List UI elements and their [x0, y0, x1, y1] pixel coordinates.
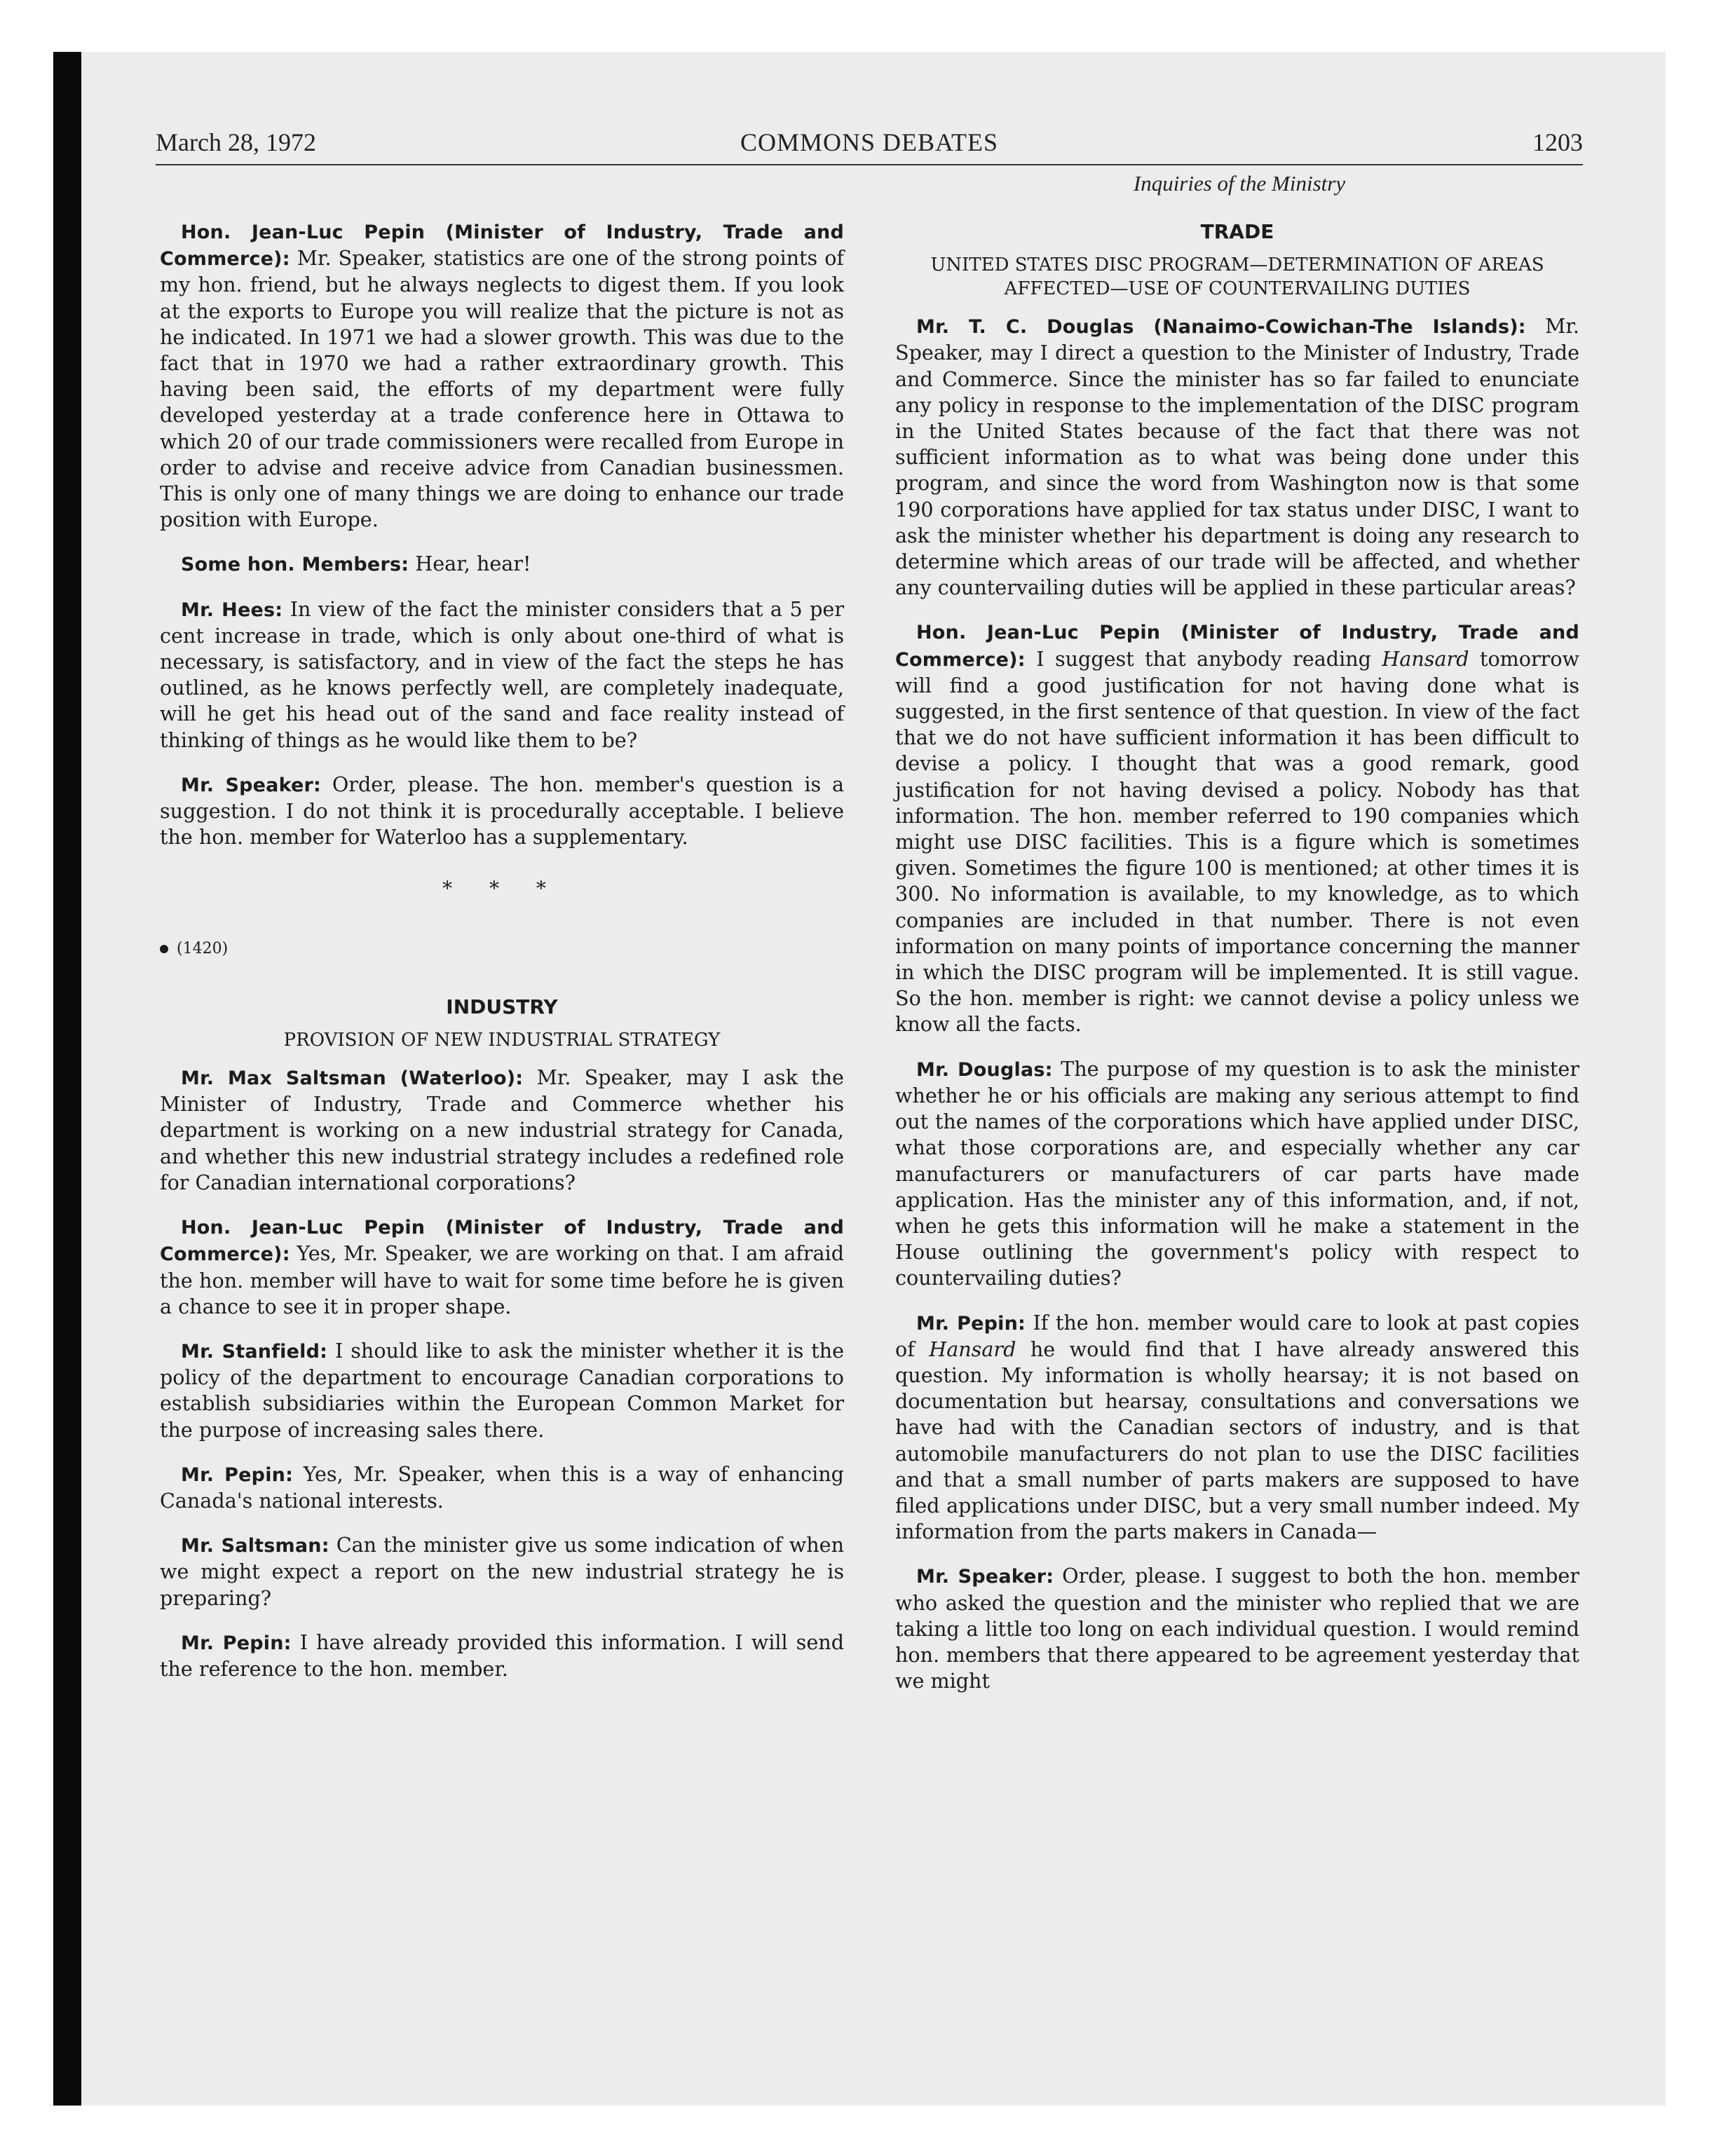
speech-text: Mr. Speaker, may I direct a question to the Minister of Industry, Trade and Commerce. Since the minister has so far failed to enunciate any policy in response to the implementation of the DISC program in the United States because of the fact that there was not sufficient information as to what was being done under this program, and since the word from Washington now is that some 190 corporations have applied for tax status under DISC, I want to ask the minister whether his department is doing any research to determine which areas of our trade will be affected, and whether any countervailing duties will be applied in these particular areas?	[895, 314, 1579, 600]
paragraph	[160, 219, 844, 533]
running-head: Inquiries of the Ministry	[1133, 171, 1346, 196]
section-subtitle: UNITED STATES DISC PROGRAM—DETERMINATION OF AREAS AFFECTED—USE OF COUNTERVAILING DUTIES	[930, 254, 1544, 300]
speaker-name: Mr. Max Saltsman (Waterloo):	[181, 1067, 524, 1090]
right-column	[895, 219, 1579, 1712]
speaker-name: Mr. Pepin:	[916, 1312, 1026, 1335]
speaker-name: Hon. Jean-Luc Pepin (Minister of Industry, Trade and Commerce):	[160, 221, 844, 271]
speaker-name: Mr. Pepin:	[181, 1464, 294, 1486]
paragraph	[160, 1338, 844, 1443]
speech-text: he would find that I have already answered this question. My information is wholly hearsay; it is not based on documentation but hearsay, consultations and conversations we have had with the Canadian sectors of industry, and is that automobile manufacturers do not plan to use the DISC facilities and that a small number of parts makers are supposed to have filed applications under DISC, but a very small number indeed. My information from the parts makers in Canada—	[895, 1337, 1579, 1544]
speech-text: I have already provided this information. I will send the reference to the hon. member.	[160, 1630, 844, 1681]
section-title: TRADE	[1200, 220, 1274, 243]
paragraph	[160, 1461, 844, 1514]
speech-text: Mr. Speaker, may I ask the Minister of Industry, Trade and Commerce whether his department is working on a new industrial strategy for Canada, and whether this new industrial strategy includes a redefined role for Canadian international corporations?	[160, 1065, 844, 1194]
paragraph	[895, 619, 1579, 1037]
bullet-icon	[160, 945, 168, 953]
section-title: INDUSTRY	[446, 995, 558, 1018]
speech-text: The purpose of my question is to ask the minister whether he or his officials are making any serious attempt to find out the names of the corporations which have applied under DISC, what those corporations are, and especially whether any car manufacturers or manufacturers of car parts have made application. Has the minister any of this information, and, if not, when he gets this information will he make a statement in the House outlining the government's policy with respect to countervailing duties?	[895, 1056, 1579, 1290]
header-date: March 28, 1972	[156, 128, 316, 156]
speech-text: Can the minister give us some indication of when we might expect a report on the new industrial strategy he is preparing?	[160, 1533, 844, 1610]
time-marker-text: (1420)	[177, 939, 229, 957]
left-column	[160, 219, 844, 1700]
header-publication: COMMONS DEBATES	[740, 128, 999, 156]
speaker-name: Mr. Hees:	[181, 599, 283, 621]
paragraph	[895, 313, 1579, 601]
paragraph	[160, 596, 844, 753]
speech-text: Hear, hear!	[415, 552, 531, 576]
paragraph	[160, 1065, 844, 1196]
speaker-name: Mr. Speaker:	[181, 774, 322, 796]
page-header	[156, 128, 1583, 165]
paragraph	[160, 772, 844, 851]
speaker-name: Mr. Douglas:	[916, 1058, 1053, 1081]
paragraph	[895, 1056, 1579, 1292]
speaker-name: Mr. Stanfield:	[181, 1340, 328, 1363]
paragraph	[160, 1532, 844, 1611]
section-break-stars: * * *	[442, 877, 562, 901]
speaker-name: Mr. Saltsman:	[181, 1535, 329, 1557]
speech-text: In view of the fact the minister considers that a 5 per cent increase in trade, which is only about one-third of what is necessary, is satisfactory, and in view of the fact the steps he has outlined, as he knows perfectly well, are completely inadequate, will he get his head out of the sand and face reality instead of thinking of things as he would like them to be?	[160, 596, 844, 752]
publication-title: Hansard	[929, 1337, 1016, 1361]
speaker-name: Mr. Pepin:	[181, 1632, 292, 1654]
header-page-number: 1203	[1532, 128, 1583, 156]
section-subtitle: PROVISION OF NEW INDUSTRIAL STRATEGY	[283, 1030, 721, 1051]
speech-text: Yes, Mr. Speaker, we are working on that. I am afraid the hon. member will have to wait for some time before he is given a chance to see it in proper shape.	[160, 1241, 845, 1318]
paragraph	[160, 1630, 844, 1682]
publication-title: Hansard	[1382, 646, 1469, 671]
speaker-name: Mr. T. C. Douglas (Nanaimo-Cowichan-The Islands):	[916, 316, 1526, 339]
paragraph	[160, 1214, 844, 1320]
binding-edge	[53, 52, 81, 2106]
speaker-name: Hon. Jean-Luc Pepin (Minister of Industry, Trade and Commerce):	[895, 622, 1579, 671]
paragraph	[895, 1563, 1579, 1694]
paragraph	[160, 551, 844, 578]
speech-text: Mr. Speaker, statistics are one of the strong points of my hon. friend, but he always neglects to digest them. If you look at the exports to Europe you will realize that the picture is not as he indicated. In 1971 we had a slower growth. This was due to the fact that in 1970 we had a rather extraordinary growth. This having been said, the efforts of my department were fully developed yesterday at a trade conference here in Ottawa to which 20 of our trade commissioners were recalled from Europe in order to advise and receive advice from Canadian businessmen. This is only one of many things we are doing to enhance our trade position with Europe.	[160, 246, 845, 532]
speech-text: If the hon. member would care to look at past copies of	[895, 1310, 1579, 1361]
speech-text: Order, please. The hon. member's question is a suggestion. I do not think it is procedurally acceptable. I believe the hon. member for Waterloo has a supplementary.	[160, 772, 845, 850]
speaker-name: Mr. Speaker:	[916, 1566, 1054, 1588]
speaker-name: Hon. Jean-Luc Pepin (Minister of Industry, Trade and Commerce):	[160, 1217, 844, 1266]
speaker-name: Some hon. Members:	[181, 554, 409, 576]
speech-text: Yes, Mr. Speaker, when this is a way of enhancing Canada's national interests.	[160, 1461, 844, 1513]
time-marker	[160, 936, 844, 962]
speech-text: I should like to ask the minister whether it is the policy of the department to encourage Canadian corporations to establish subsidiaries within the European Common Market for the purpose of increasing sales there.	[160, 1338, 845, 1442]
paragraph	[895, 1310, 1579, 1546]
speech-text: Order, please. I suggest to both the hon. member who asked the question and the minister who replied that we are taking a little too long on each individual question. I would remind hon. members that there appeared to be agreement yesterday that we might	[895, 1564, 1580, 1693]
speech-text: tomorrow will find a good justification for not having done what is suggested, in the first sentence of that question. In view of the fact that we do not have sufficient information it has been difficult to devise a policy. I thought that was a good remark, good justification for not having devised a policy. Nobody has that information. The hon. member referred to 190 companies which might use DISC facilities. This is a figure which is sometimes given. Sometimes the figure 100 is mentioned; at other times it is 300. No information is available, to my knowledge, as to which companies are included in that number. There is not even information on many points of importance concerning the manner in which the DISC program will be implemented. It is still vague. So the hon. member is right: we cannot devise a policy unless we know all the facts.	[895, 646, 1580, 1037]
speech-text: I suggest that anybody reading	[1036, 646, 1371, 671]
